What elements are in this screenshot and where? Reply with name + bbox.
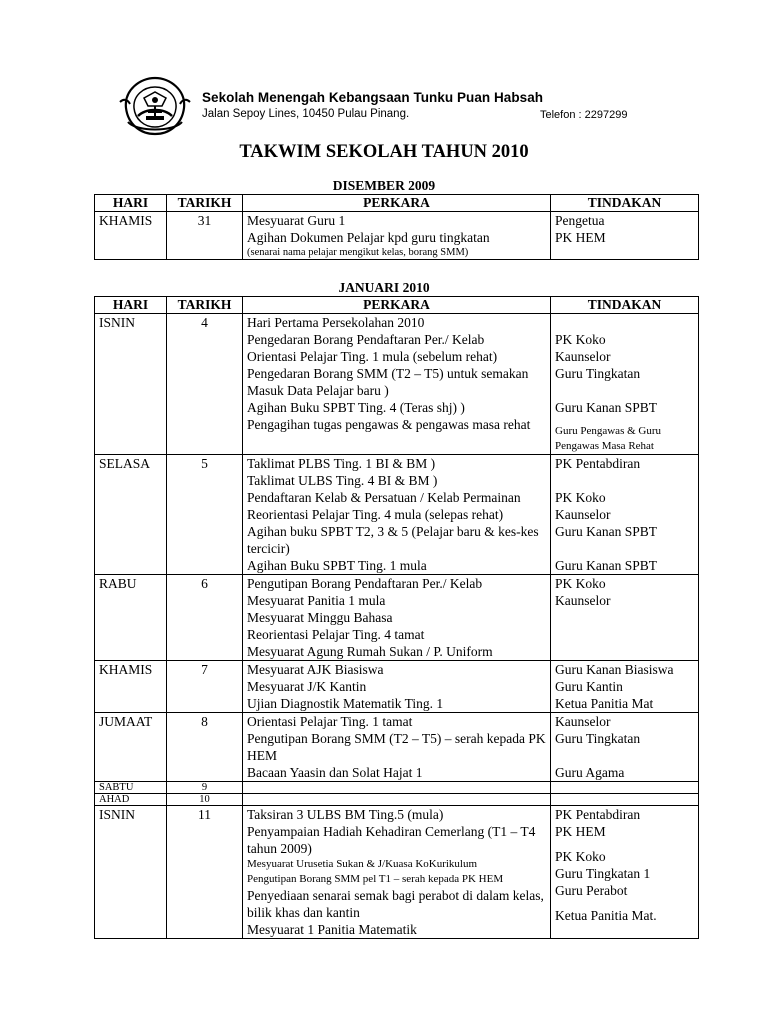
table-header-row xyxy=(95,297,699,314)
tindakan-item: PK Pentabdiran xyxy=(555,456,641,471)
cell-tindakan xyxy=(551,713,699,782)
perkara-item: Agihan Dokumen Pelajar kpd guru tingkatan xyxy=(247,230,490,245)
cell-tarikh: 6 xyxy=(167,575,243,661)
table-row xyxy=(95,794,699,806)
col-header-tindakan: TINDAKAN xyxy=(551,297,699,314)
cell-tindakan xyxy=(551,661,699,713)
tindakan-item: Kaunselor xyxy=(555,714,611,729)
cell-perkara xyxy=(243,794,551,806)
col-header-tindakan: TINDAKAN xyxy=(551,195,699,212)
table-row xyxy=(95,806,699,939)
month-title-jan-2010: JANUARI 2010 xyxy=(338,280,430,295)
cell-tindakan xyxy=(551,575,699,661)
tindakan-item: Guru Kantin xyxy=(555,679,623,694)
perkara-item: Mesyuarat AJK Biasiswa xyxy=(247,662,384,677)
perkara-item: Mesyuarat J/K Kantin xyxy=(247,679,367,694)
tindakan-item: Guru Kanan SPBT xyxy=(555,524,657,539)
perkara-item: Agihan Buku SPBT Ting. 1 mula xyxy=(247,558,427,573)
table-row xyxy=(95,713,699,782)
perkara-item: Pengedaran Borang Pendaftaran Per./ Kelab xyxy=(247,332,485,347)
tindakan-item: Guru Perabot xyxy=(555,883,628,898)
cell-hari: KHAMIS xyxy=(95,661,167,713)
tindakan-item: Guru Kanan SPBT xyxy=(555,558,657,573)
perkara-item: Agihan buku SPBT T2, 3 & 5 (Pelajar baru & kes-kes tercicir) xyxy=(247,524,539,556)
perkara-item: Mesyuarat Agung Rumah Sukan / P. Uniform xyxy=(247,644,493,659)
tindakan-item: Guru Pengawas & Guru Pengawas Masa Rehat xyxy=(555,425,662,452)
tindakan-item: PK Koko xyxy=(555,332,606,347)
month-title-dec-2009: DISEMBER 2009 xyxy=(332,178,436,193)
table-row xyxy=(95,575,699,661)
school-name: Sekolah Menengah Kebangsaan Tunku Puan Habsah xyxy=(202,90,544,105)
perkara-item: Orientasi Pelajar Ting. 1 mula (sebelum rehat) xyxy=(247,349,498,364)
perkara-item: Mesyuarat Urusetia Sukan & J/Kuasa KoKurikulum xyxy=(247,858,478,870)
perkara-item: Taklimat ULBS Ting. 4 BI & BM ) xyxy=(247,473,438,488)
school-header xyxy=(118,72,658,142)
perkara-item: Pengutipan Borang Pendaftaran Per./ Kelab xyxy=(247,576,483,591)
tindakan-item: Guru Tingkatan xyxy=(555,731,641,746)
tindakan-item: Kaunselor xyxy=(555,507,611,522)
perkara-item: Pendaftaran Kelab & Persatuan / Kelab Permainan xyxy=(247,490,521,505)
cell-perkara xyxy=(243,314,551,455)
col-header-perkara: PERKARA xyxy=(243,195,551,212)
cell-perkara xyxy=(243,212,551,260)
tindakan-item: PK HEM xyxy=(555,824,606,839)
tindakan-item: Guru Tingkatan 1 xyxy=(555,866,651,881)
cell-hari: AHAD xyxy=(95,794,167,806)
school-address: Jalan Sepoy Lines, 10450 Pulau Pinang. xyxy=(202,108,410,120)
tindakan-item: Ketua Panitia Mat. xyxy=(555,908,657,923)
tindakan-item: Kaunselor xyxy=(555,593,611,608)
tindakan-item: Guru Kanan Biasiswa xyxy=(555,662,674,677)
perkara-item: Mesyuarat Minggu Bahasa xyxy=(247,610,393,625)
cell-tarikh: 11 xyxy=(167,806,243,939)
cell-tindakan xyxy=(551,212,699,260)
dec-2009-table xyxy=(94,194,699,260)
cell-tarikh: 7 xyxy=(167,661,243,713)
perkara-item: Ujian Diagnostik Matematik Ting. 1 xyxy=(247,696,444,711)
perkara-item: Mesyuarat Panitia 1 mula xyxy=(247,593,386,608)
table-row xyxy=(95,314,699,455)
perkara-item: Pengutipan Borang SMM pel T1 – serah kepada PK HEM xyxy=(247,873,504,885)
cell-perkara xyxy=(243,806,551,939)
table-row xyxy=(95,455,699,575)
cell-tindakan xyxy=(551,455,699,575)
cell-perkara xyxy=(243,661,551,713)
perkara-item: Reorientasi Pelajar Ting. 4 mula (selepas rehat) xyxy=(247,507,504,522)
col-header-tarikh: TARIKH xyxy=(167,195,243,212)
perkara-item: Penyampaian Hadiah Kehadiran Cemerlang (T1 – T4 tahun 2009) xyxy=(247,824,536,856)
col-header-tarikh: TARIKH xyxy=(167,297,243,314)
cell-perkara xyxy=(243,455,551,575)
tindakan-item: Ketua Panitia Mat xyxy=(555,696,654,711)
perkara-item: Mesyuarat Guru 1 xyxy=(247,213,346,228)
tindakan-item: PK Koko xyxy=(555,849,606,864)
tindakan-item: PK HEM xyxy=(555,230,606,245)
cell-tarikh: 10 xyxy=(167,794,243,806)
perkara-item: Penyediaan senarai semak bagi perabot di dalam kelas, bilik khas dan kantin xyxy=(247,888,544,920)
cell-hari: SELASA xyxy=(95,455,167,575)
perkara-item: Hari Pertama Persekolahan 2010 xyxy=(247,315,425,330)
cell-perkara xyxy=(243,713,551,782)
tindakan-item: Kaunselor xyxy=(555,349,611,364)
cell-tindakan xyxy=(551,782,699,794)
tindakan-item: PK Koko xyxy=(555,490,606,505)
col-header-hari: HARI xyxy=(95,195,167,212)
cell-hari: KHAMIS xyxy=(95,212,167,260)
table-header-row xyxy=(95,195,699,212)
tindakan-item: Guru Tingkatan xyxy=(555,366,641,381)
tindakan-item: Guru Agama xyxy=(555,765,625,780)
cell-hari: SABTU xyxy=(95,782,167,794)
cell-tindakan xyxy=(551,806,699,939)
perkara-item: Bacaan Yaasin dan Solat Hajat 1 xyxy=(247,765,423,780)
tindakan-item: PK Koko xyxy=(555,576,606,591)
school-telephone: Telefon : 2297299 xyxy=(540,109,628,121)
perkara-item: Taksiran 3 ULBS BM Ting.5 (mula) xyxy=(247,807,444,822)
perkara-item: Reorientasi Pelajar Ting. 4 tamat xyxy=(247,627,425,642)
cell-hari: ISNIN xyxy=(95,314,167,455)
cell-perkara xyxy=(243,575,551,661)
cell-tarikh: 4 xyxy=(167,314,243,455)
tindakan-item: PK Pentabdiran xyxy=(555,807,641,822)
cell-tarikh: 31 xyxy=(167,212,243,260)
cell-perkara xyxy=(243,782,551,794)
cell-tarikh: 8 xyxy=(167,713,243,782)
cell-hari: RABU xyxy=(95,575,167,661)
perkara-note: (senarai nama pelajar mengikut kelas, borang SMM) xyxy=(247,247,469,258)
perkara-item: Pengutipan Borang SMM (T2 – T5) – serah kepada PK HEM xyxy=(247,731,546,763)
perkara-item: Mesyuarat 1 Panitia Matematik xyxy=(247,922,417,937)
cell-tindakan xyxy=(551,794,699,806)
perkara-item: Masuk Data Pelajar baru ) xyxy=(247,383,389,398)
perkara-item: Orientasi Pelajar Ting. 1 tamat xyxy=(247,714,413,729)
perkara-item: Taklimat PLBS Ting. 1 BI & BM ) xyxy=(247,456,436,471)
cell-tindakan xyxy=(551,314,699,455)
cell-tarikh: 9 xyxy=(167,782,243,794)
tindakan-item: Pengetua xyxy=(555,213,605,228)
cell-hari: ISNIN xyxy=(95,806,167,939)
col-header-hari: HARI xyxy=(95,297,167,314)
tindakan-item: Guru Kanan SPBT xyxy=(555,400,657,415)
school-crest-icon xyxy=(118,72,192,138)
perkara-item: Pengagihan tugas pengawas & pengawas masa rehat xyxy=(247,417,531,432)
cell-hari: JUMAAT xyxy=(95,713,167,782)
table-row xyxy=(95,212,699,260)
col-header-perkara: PERKARA xyxy=(243,297,551,314)
perkara-item: Agihan Buku SPBT Ting. 4 (Teras shj) ) xyxy=(247,400,465,415)
table-row xyxy=(95,661,699,713)
document-title: TAKWIM SEKOLAH TAHUN 2010 xyxy=(239,142,529,162)
jan-2010-table xyxy=(94,296,699,939)
cell-tarikh: 5 xyxy=(167,455,243,575)
table-row xyxy=(95,782,699,794)
perkara-item: Pengedaran Borang SMM (T2 – T5) untuk semakan xyxy=(247,366,529,381)
